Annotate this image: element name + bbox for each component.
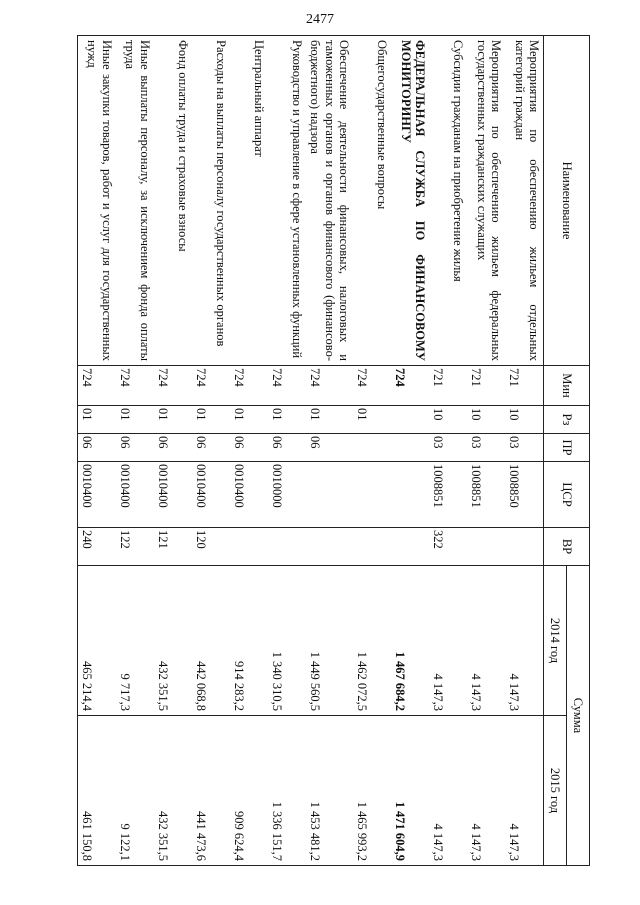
row-rz: 01	[230, 406, 268, 434]
row-pr: 03	[429, 434, 467, 462]
row-sum-2015: 1 453 481,2	[306, 716, 353, 866]
row-sum-2014: 9 717,3	[116, 566, 154, 716]
row-vr: 120	[192, 528, 230, 566]
row-sum-2015: 909 624,4	[230, 716, 268, 866]
row-rz: 01	[192, 406, 230, 434]
row-rz: 01	[116, 406, 154, 434]
table-row	[230, 36, 268, 866]
row-sum-2014: 4 147,3	[505, 566, 544, 716]
row-csr: 1008850	[505, 462, 544, 528]
row-rz	[391, 406, 429, 434]
row-name: Субсидии гражданам на приобретение жилья	[429, 36, 467, 366]
row-pr: 06	[230, 434, 268, 462]
row-pr: 03	[505, 434, 544, 462]
row-sum-2014: 914 283,2	[230, 566, 268, 716]
row-csr	[391, 462, 429, 528]
row-pr	[353, 434, 391, 462]
row-min: 724	[192, 366, 230, 406]
row-vr	[391, 528, 429, 566]
row-min: 721	[505, 366, 544, 406]
row-rz: 01	[77, 406, 116, 434]
table-row	[306, 36, 353, 866]
row-csr: 0010400	[154, 462, 192, 528]
row-csr: 0010400	[230, 462, 268, 528]
row-sum-2015: 1 336 151,7	[268, 716, 306, 866]
row-min: 721	[467, 366, 505, 406]
table-row	[154, 36, 192, 866]
row-sum-2014: 442 068,8	[192, 566, 230, 716]
header-sum: Сумма	[567, 566, 590, 866]
row-name: Центральный аппарат	[230, 36, 268, 366]
rotated-table-container	[60, 35, 590, 865]
row-sum-2014: 1 462 072,5	[353, 566, 391, 716]
row-sum-2015: 1 465 993,2	[353, 716, 391, 866]
row-vr: 122	[116, 528, 154, 566]
row-sum-2014: 1 449 560,5	[306, 566, 353, 716]
row-min: 724	[77, 366, 116, 406]
row-min: 724	[230, 366, 268, 406]
row-pr: 06	[192, 434, 230, 462]
row-pr: 06	[268, 434, 306, 462]
table-row	[116, 36, 154, 866]
table-row	[268, 36, 306, 866]
header-vr: ВР	[544, 528, 590, 566]
table-row	[429, 36, 467, 866]
row-min: 724	[306, 366, 353, 406]
row-sum-2015: 432 351,5	[154, 716, 192, 866]
row-csr	[353, 462, 391, 528]
header-pr: ПР	[544, 434, 590, 462]
page-number: 2477	[306, 12, 334, 27]
row-vr: 121	[154, 528, 192, 566]
row-vr: 240	[77, 528, 116, 566]
row-vr	[353, 528, 391, 566]
row-pr: 06	[77, 434, 116, 462]
row-csr: 0010400	[77, 462, 116, 528]
header-2014: 2014 год	[544, 566, 567, 716]
row-csr: 1008851	[429, 462, 467, 528]
header-2015: 2015 год	[544, 716, 567, 866]
row-min: 724	[353, 366, 391, 406]
row-csr: 1008851	[467, 462, 505, 528]
row-sum-2015: 1 471 604,9	[391, 716, 429, 866]
row-rz: 01	[154, 406, 192, 434]
row-csr: 0010400	[116, 462, 154, 528]
row-sum-2015: 4 147,3	[505, 716, 544, 866]
row-sum-2014: 465 214,4	[77, 566, 116, 716]
row-vr	[268, 528, 306, 566]
row-min: 724	[268, 366, 306, 406]
row-vr	[505, 528, 544, 566]
row-name: Руководство и управление в сфере установленных функций	[268, 36, 306, 366]
row-sum-2015: 4 147,3	[467, 716, 505, 866]
row-vr	[467, 528, 505, 566]
row-name: Иные закупки товаров, работ и услуг для государственных нужд	[77, 36, 116, 366]
row-pr	[391, 434, 429, 462]
row-vr	[230, 528, 268, 566]
row-name: Мероприятия по обеспечению жильем федеральных государственных гражданских служащих	[467, 36, 505, 366]
row-rz: 10	[467, 406, 505, 434]
row-min: 721	[429, 366, 467, 406]
row-sum-2014: 432 351,5	[154, 566, 192, 716]
row-name: Расходы на выплаты персоналу государственных органов	[192, 36, 230, 366]
row-rz: 10	[429, 406, 467, 434]
row-csr	[306, 462, 353, 528]
row-vr: 322	[429, 528, 467, 566]
table-row	[391, 36, 429, 866]
table-body	[77, 36, 543, 866]
row-rz: 01	[353, 406, 391, 434]
row-sum-2014: 1 340 310,5	[268, 566, 306, 716]
table-row	[77, 36, 116, 866]
header-name: Наименование	[544, 36, 590, 366]
row-pr: 06	[154, 434, 192, 462]
row-sum-2014: 1 467 684,2	[391, 566, 429, 716]
header-min: Мин	[544, 366, 590, 406]
row-sum-2015: 4 147,3	[429, 716, 467, 866]
row-name: Мероприятия по обеспечению жильем отдельных категорий граждан	[505, 36, 544, 366]
row-vr	[306, 528, 353, 566]
row-name: Фонд оплаты труда и страховые взносы	[154, 36, 192, 366]
row-sum-2014: 4 147,3	[467, 566, 505, 716]
row-csr: 0010000	[268, 462, 306, 528]
table-row	[505, 36, 544, 866]
row-min: 724	[154, 366, 192, 406]
budget-table	[77, 35, 590, 866]
row-rz: 01	[306, 406, 353, 434]
row-name: Иные выплаты персоналу, за исключением фонда оплаты труда	[116, 36, 154, 366]
row-name: Обеспечение деятельности финансовых, налоговых и таможенных органов и органов финансового (финансово-бюджетного) надзора	[306, 36, 353, 366]
row-pr: 06	[116, 434, 154, 462]
row-pr: 03	[467, 434, 505, 462]
row-sum-2015: 461 150,8	[77, 716, 116, 866]
table-row	[192, 36, 230, 866]
row-pr: 06	[306, 434, 353, 462]
row-sum-2014: 4 147,3	[429, 566, 467, 716]
header-row	[567, 36, 590, 866]
table-row	[353, 36, 391, 866]
row-min: 724	[391, 366, 429, 406]
row-sum-2015: 9 122,1	[116, 716, 154, 866]
row-min: 724	[116, 366, 154, 406]
row-sum-2015: 441 473,6	[192, 716, 230, 866]
row-name: ФЕДЕРАЛЬНАЯ СЛУЖБА ПО ФИНАНСОВОМУ МОНИТОРИНГУ	[391, 36, 429, 366]
header-csr: ЦСР	[544, 462, 590, 528]
header-rz: Рз	[544, 406, 590, 434]
row-rz: 10	[505, 406, 544, 434]
row-name: Общегосударственные вопросы	[353, 36, 391, 366]
row-rz: 01	[268, 406, 306, 434]
row-csr: 0010400	[192, 462, 230, 528]
table-row	[467, 36, 505, 866]
